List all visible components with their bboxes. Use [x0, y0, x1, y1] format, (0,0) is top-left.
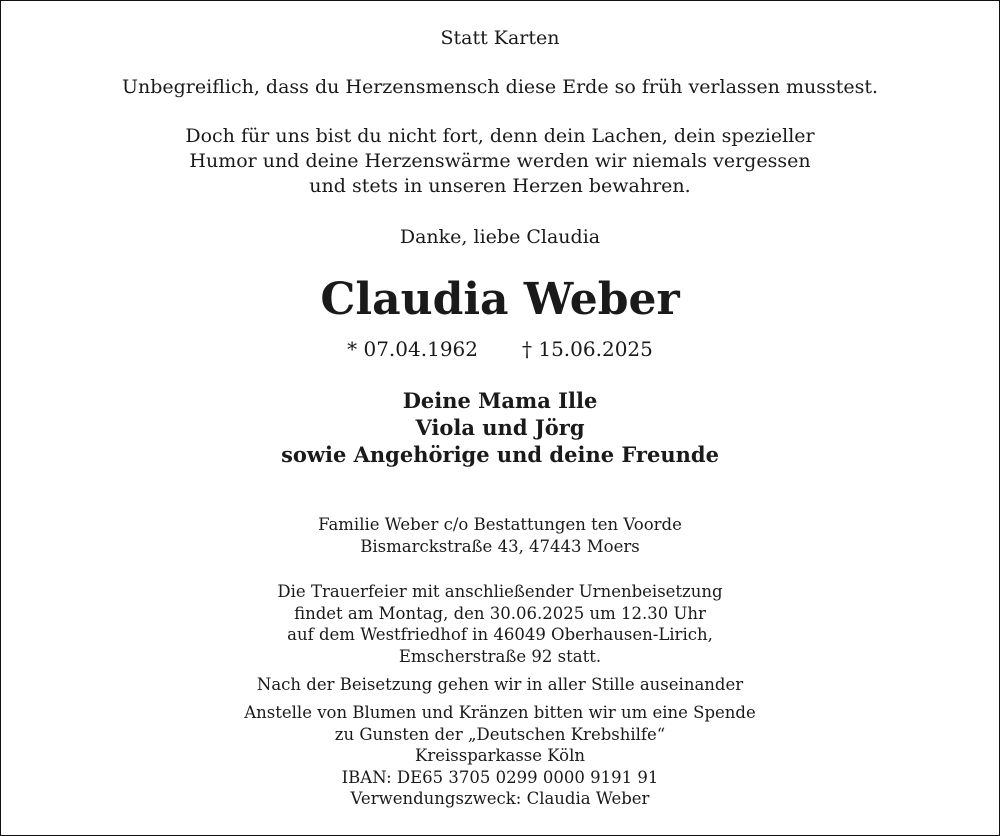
mourner: Viola und Jörg [415, 415, 585, 440]
ceremony-info [0, 581, 1000, 667]
life-dates [0, 336, 1000, 362]
donation-line: Anstelle von Blumen und Kränzen bitten wir um eine Spende [244, 703, 756, 722]
donation-line: zu Gunsten der „Deutschen Krebshilfe“ [334, 724, 666, 744]
intro-line: Unbegreiflich, dass du Herzensmensch diese Erde so früh verlassen musstest. [121, 76, 879, 98]
ceremony-line: Emscherstraße 92 statt. [398, 646, 602, 666]
donation-info [0, 702, 1000, 810]
deceased-name: Claudia Weber [320, 274, 680, 325]
ceremony-line: auf dem Westfriedhof in 46049 Oberhausen-Lirich, [287, 625, 713, 644]
address-line: Bismarckstraße 43, 47443 Moers [360, 536, 640, 556]
birth-date: * 07.04.1962 [347, 337, 478, 361]
ceremony-line: Die Trauerfeier mit anschließender Urnenbeisetzung [277, 582, 723, 601]
mourner: Deine Mama Ille [402, 388, 598, 413]
intro-paragraph-line: und stets in unseren Herzen bewahren. [309, 175, 691, 197]
mourners-list [0, 387, 1000, 468]
intro-paragraph-line: Humor und deine Herzenswärme werden wir niemals vergessen [189, 150, 811, 172]
ceremony-line: findet am Montag, den 30.06.2025 um 12.30 Uhr [294, 603, 706, 623]
after-burial-line: Nach der Beisetzung gehen wir in aller Stille auseinander [256, 675, 744, 694]
family-address [0, 514, 1000, 557]
mourner: sowie Angehörige und deine Freunde [281, 442, 719, 467]
intro-paragraph-line: Doch für uns bist du nicht fort, denn dein Lachen, dein spezieller [185, 125, 815, 147]
thanks-line: Danke, liebe Claudia [399, 226, 601, 248]
after-burial-note [0, 674, 1000, 696]
donation-line: Kreissparkasse Köln [415, 746, 585, 765]
donation-line: IBAN: DE65 3705 0299 0000 9191 91 [341, 767, 659, 787]
death-date: † 15.06.2025 [522, 337, 653, 361]
donation-line: Verwendungszweck: Claudia Weber [350, 789, 650, 808]
address-line: Familie Weber c/o Bestattungen ten Voorde [318, 515, 682, 534]
intro-paragraph [0, 124, 1000, 199]
statt-karten: Statt Karten [440, 27, 560, 49]
